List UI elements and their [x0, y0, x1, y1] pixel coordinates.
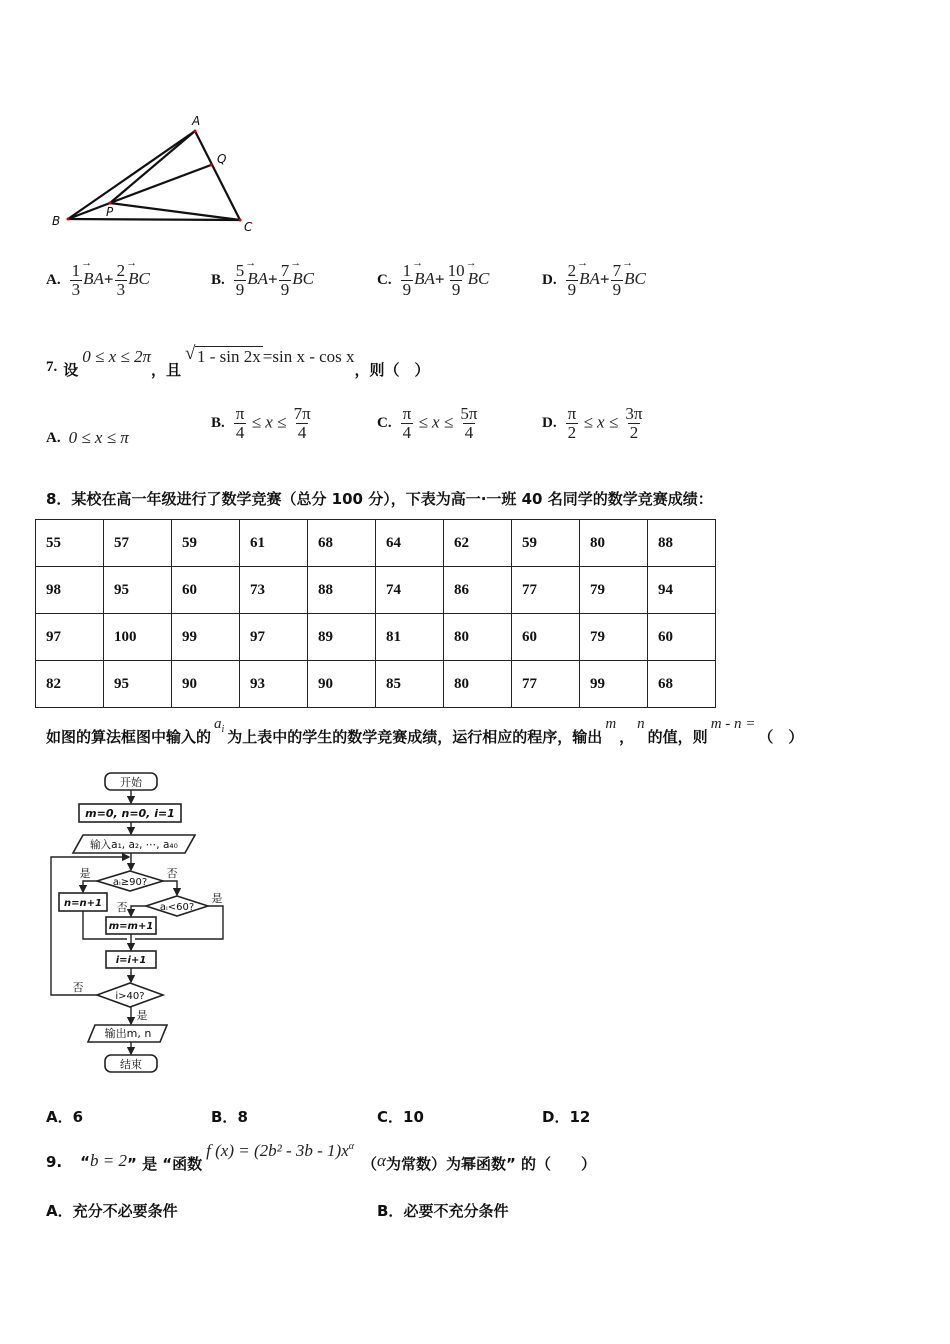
option-value: 10	[403, 1107, 424, 1126]
point-label-q: Q	[217, 152, 227, 166]
input-label: 输入a₁, a₂, ⋯, a₄₀	[90, 839, 178, 851]
q7-option-a[interactable]	[46, 428, 129, 448]
table-cell: 97	[240, 614, 308, 661]
q9-option-a[interactable]	[46, 1200, 178, 1221]
coef-num: 5	[235, 261, 245, 280]
coef-num: 1	[71, 261, 81, 280]
table-cell: 79	[580, 567, 648, 614]
q6-option-b[interactable]	[211, 262, 314, 299]
expression-m-minus-n: m - n =	[710, 716, 756, 732]
option-value: 6	[72, 1107, 84, 1126]
q7-rhs: =sin x - cos x	[262, 347, 355, 366]
frac-den: 4	[464, 423, 474, 442]
cond2-label: aᵢ<60?	[159, 902, 195, 913]
coef-den: 9	[451, 280, 461, 299]
var-a: a	[214, 716, 222, 732]
table-cell: 60	[172, 567, 240, 614]
q9-mid-text: ” 是 “函数	[126, 1155, 203, 1173]
coef-num: 1	[402, 261, 412, 280]
vector-ba: → BA	[414, 269, 435, 289]
table-cell: 77	[512, 567, 580, 614]
option-value: 12	[569, 1107, 591, 1126]
coef-den: 3	[116, 280, 126, 299]
option-label: C.	[377, 415, 392, 431]
var-m: m	[605, 716, 617, 732]
cond3-label: i>40?	[115, 991, 145, 1002]
inequality: ≤ x ≤	[418, 412, 454, 432]
option-label: A.	[46, 429, 61, 446]
q8-question	[46, 716, 803, 747]
option-label: A．	[46, 1108, 73, 1126]
q7-prefix: 设	[63, 361, 79, 379]
table-row	[36, 614, 716, 661]
end-label: 结束	[120, 1058, 142, 1071]
yes-label-3: 是	[136, 1009, 148, 1022]
frac-den: 4	[235, 423, 245, 442]
table-cell: 88	[648, 520, 716, 567]
q7-option-b[interactable]	[211, 405, 314, 442]
option-label: B.	[211, 272, 225, 288]
var-a-sub: i	[221, 724, 225, 735]
table-cell: 57	[104, 520, 172, 567]
frac-den: 2	[567, 423, 577, 442]
coef-den: 3	[71, 280, 81, 299]
table-cell: 82	[36, 661, 104, 708]
table-cell: 99	[172, 614, 240, 661]
frac-den: 4	[402, 423, 412, 442]
q8-text-2: 为上表中的学生的数学竞赛成绩，运行相应的程序，输出	[227, 728, 603, 746]
table-cell: 100	[104, 614, 172, 661]
table-cell: 93	[240, 661, 308, 708]
m-inc-label: m=m+1	[108, 921, 154, 932]
question-number: 9.	[46, 1153, 63, 1171]
table-cell: 86	[444, 567, 512, 614]
q9-suffix: 为常数）为幂函数” 的（ ）	[385, 1155, 597, 1173]
frac-num: 3π	[625, 404, 643, 423]
option-label: A．	[46, 1202, 73, 1220]
coef-num: 7	[280, 261, 290, 280]
option-text: 0 ≤ x ≤ π	[68, 428, 129, 447]
score-table	[35, 519, 716, 708]
option-label: B．	[211, 1108, 238, 1126]
coef-den: 9	[612, 280, 622, 299]
coef-num: 7	[612, 261, 622, 280]
q8-text-3: 的值，则	[647, 728, 708, 746]
point-label-p: P	[106, 205, 114, 219]
table-cell: 89	[308, 614, 376, 661]
q6-option-c[interactable]	[377, 262, 489, 299]
q8-option-a[interactable]	[46, 1106, 83, 1127]
var-n: n	[637, 716, 645, 732]
vector-ba: → BA	[83, 269, 104, 289]
triangle-figure	[40, 110, 280, 240]
table-cell: 79	[580, 614, 648, 661]
vector-bc: → BC	[624, 269, 646, 289]
flowchart	[45, 765, 235, 1080]
table-cell: 95	[104, 661, 172, 708]
comma: ，	[619, 728, 635, 746]
no-label-1: 否	[166, 867, 178, 880]
table-cell: 61	[240, 520, 308, 567]
point-label-a: A	[192, 114, 201, 128]
coef-den: 9	[402, 280, 412, 299]
q7-mid-text: ，且	[151, 361, 182, 379]
frac-den: 2	[629, 423, 639, 442]
paren-open: （	[362, 1155, 378, 1173]
q9-function: f (x) = (2b² - 3b - 1)x	[206, 1141, 349, 1160]
table-cell: 60	[648, 614, 716, 661]
init-label: m=0, n=0, i=1	[85, 807, 175, 820]
answer-paren: （ ）	[758, 728, 804, 746]
plus-sign: +	[434, 269, 445, 289]
inequality: ≤ x ≤	[583, 412, 619, 432]
option-label: C．	[377, 1108, 404, 1126]
option-label: D.	[542, 272, 557, 288]
option-value: 8	[237, 1107, 248, 1126]
table-cell: 98	[36, 567, 104, 614]
q7-sqrt-expression: √ 1 - sin 2x	[185, 343, 261, 366]
option-label: B．	[377, 1202, 404, 1220]
option-text: 充分不必要条件	[72, 1202, 178, 1220]
point-label-c: C	[244, 220, 253, 234]
frac-num: π	[567, 404, 577, 423]
table-cell: 77	[512, 661, 580, 708]
coef-den: 9	[280, 280, 290, 299]
question-number: 7.	[46, 359, 58, 375]
coef-num: 2	[116, 261, 126, 280]
table-cell: 90	[308, 661, 376, 708]
q7-option-c[interactable]	[377, 405, 481, 442]
table-cell: 74	[376, 567, 444, 614]
q7-condition: 0 ≤ x ≤ 2π	[82, 347, 151, 366]
cond1-label: aᵢ≥90?	[112, 877, 148, 888]
quote-open: “	[80, 1153, 90, 1171]
table-cell: 99	[580, 661, 648, 708]
output-label: 输出m, n	[104, 1027, 152, 1040]
coef-den: 9	[235, 280, 245, 299]
vector-bc: → BC	[468, 269, 490, 289]
table-cell: 64	[376, 520, 444, 567]
table-cell: 97	[36, 614, 104, 661]
option-label: B.	[211, 415, 225, 431]
q9-exponent: α	[348, 1141, 355, 1152]
sqrt-radicand: 1 - sin 2x	[197, 347, 261, 366]
table-row	[36, 567, 716, 614]
yes-label-2: 是	[211, 892, 223, 905]
alpha-symbol: α	[377, 1151, 386, 1170]
plus-sign: +	[599, 269, 610, 289]
frac-den: 4	[297, 423, 307, 442]
q7-suffix: ，则（ ）	[354, 361, 430, 379]
start-label: 开始	[120, 776, 142, 789]
no-label-2: 否	[116, 901, 128, 914]
table-cell: 80	[580, 520, 648, 567]
i-inc-label: i=i+1	[115, 955, 147, 966]
frac-num: 5π	[460, 404, 478, 423]
table-row	[36, 661, 716, 708]
table-cell: 80	[444, 661, 512, 708]
table-cell: 60	[512, 614, 580, 661]
q7-option-d[interactable]	[542, 405, 646, 442]
option-label: D.	[542, 415, 557, 431]
q9-condition: b = 2	[90, 1151, 127, 1170]
table-cell: 55	[36, 520, 104, 567]
table-cell: 85	[376, 661, 444, 708]
table-cell: 59	[172, 520, 240, 567]
point-label-b: B	[52, 214, 61, 228]
table-cell: 95	[104, 567, 172, 614]
frac-num: 7π	[293, 404, 311, 423]
q7-stem	[46, 343, 430, 380]
coef-den: 9	[567, 280, 577, 299]
option-text: 必要不充分条件	[403, 1202, 509, 1220]
table-cell: 59	[512, 520, 580, 567]
q8-option-d[interactable]	[542, 1106, 590, 1127]
table-cell: 62	[444, 520, 512, 567]
coef-num: 10	[447, 261, 465, 280]
table-cell: 68	[308, 520, 376, 567]
inequality: ≤ x ≤	[251, 412, 287, 432]
table-cell: 80	[444, 614, 512, 661]
q9-option-b[interactable]	[377, 1200, 508, 1221]
vector-bc: → BC	[128, 269, 150, 289]
table-cell: 90	[172, 661, 240, 708]
option-label: D．	[542, 1108, 570, 1126]
plus-sign: +	[268, 269, 278, 289]
coef-num: 2	[567, 261, 577, 280]
q9-stem	[46, 1141, 596, 1174]
frac-num: π	[235, 404, 245, 423]
plus-sign: +	[103, 269, 114, 289]
q6-option-d[interactable]	[542, 262, 646, 299]
option-label: C.	[377, 272, 392, 288]
q8-stem: 8．某校在高一年级进行了数学竞赛（总分 100 分），下表为高一·一班 40 名同学的数学竞赛成绩：	[46, 490, 713, 508]
table-cell: 68	[648, 661, 716, 708]
vector-ba: → BA	[579, 269, 600, 289]
table-row	[36, 520, 716, 567]
vector-bc: → BC	[292, 269, 314, 289]
option-label: A.	[46, 272, 61, 288]
yes-label-1: 是	[79, 867, 91, 880]
table-cell: 81	[376, 614, 444, 661]
n-inc-label: n=n+1	[64, 898, 102, 909]
q6-option-a[interactable]	[46, 262, 150, 299]
q8-text-1: 如图的算法框图中输入的	[46, 728, 212, 746]
q8-option-c[interactable]	[377, 1106, 424, 1127]
table-cell: 88	[308, 567, 376, 614]
no-label-3: 否	[72, 981, 84, 994]
table-cell: 94	[648, 567, 716, 614]
frac-num: π	[402, 404, 412, 423]
table-cell: 73	[240, 567, 308, 614]
q8-option-b[interactable]	[211, 1106, 248, 1127]
vector-ba: → BA	[247, 269, 268, 289]
